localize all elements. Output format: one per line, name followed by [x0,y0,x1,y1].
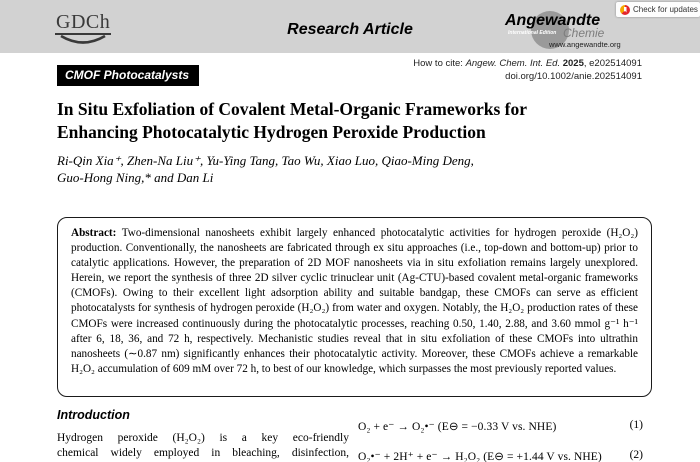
citation-block [413,57,642,83]
author-line1: Ri-Qin Xia⁺, Zhen-Na Liu⁺, Yu-Ying Tang, Tao Wu, Xiao Luo, Qiao-Ming Deng, [57,153,474,168]
cite-year: 2025 [560,58,584,69]
equation-2 [358,449,643,462]
equation-block [358,419,643,462]
crossmark-icon [620,5,630,15]
header-band [0,0,700,53]
abstract-label: Abstract: [71,227,117,239]
citation-line [413,57,642,70]
introduction-line2: chemical widely employed in bleaching, disinfection, [57,447,349,459]
check-for-updates-label: Check for updates [633,5,698,14]
abstract-box [57,217,652,397]
equation-1-number: (1) [629,419,643,431]
equation-2-number: (2) [629,449,643,461]
introduction-line1: Hydrogen peroxide (H₂O₂) is a key eco-friendly [57,432,349,444]
author-list [57,152,657,186]
topic-badge: CMOF Photocatalysts [57,65,199,86]
check-for-updates-button[interactable] [616,2,700,17]
cite-journal: Angew. Chem. Int. Ed. [465,58,561,69]
paper-title [57,98,667,144]
abstract-text: Two-dimensional nanosheets exhibit largely enhanced photocatalytic activities for hydrogen peroxide (H₂O₂) production. Conventionally, the nanosheets are fabricated through ex situ approaches (i.e., top-down and bottom-up) prior to catalytic applications. However, the preparation of 2D MOF nanosheets via in situ exfoliation remains largely unexplored. Herein, we report the synthesis of three 2D silver cyclic trinuclear unit (Ag-CTU)-based covalent metal-organic frameworks (CMOFs). Owing to their excellent light adsorption ability and suitable bandgap, these CMOFs can serve as efficient photocatalysts for synthesis of hydrogen peroxide (H₂O₂) from water and oxygen. Notably, the H₂O₂ production rates of these CMOFs were increased continuously during the photocatalytic processes, reaching 0.50, 1.40, 2.88, and 3.60 mmol g⁻¹ h⁻¹ after 6, 18, 36, and 72 h, respectively. Mechanistic studies reveal that in situ exfoliation of these CMOFs into ultrathin nanosheets (∼0.87 nm) significantly enhances their photocatalytic activity. Moreover, these CMOFs achieve a remarkable H₂O₂ accumulation of 609 mM over 72 h, to best of our knowledge, which surpasses the most previously reported values. [71,227,638,375]
equation-1 [358,419,643,433]
angewandte-intl-edition: International Edition [508,30,557,36]
article-type-label: Research Article [287,21,413,38]
author-line2: Guo-Hong Ning,* and Dan Li [57,170,214,185]
equation-2-body: O₂•⁻ + 2H⁺ + e⁻ → H₂O₂ (E⊖ = +1.44 V vs. NHE) [358,451,602,462]
angewandte-logo [505,12,665,52]
paper-title-line2: Enhancing Photocatalytic Hydrogen Peroxide Production [57,122,486,142]
introduction-paragraph [57,431,349,461]
gdch-logo-text: GDCh [56,11,111,33]
cite-prefix: How to cite: [413,58,466,69]
angewandte-name: Angewandte [505,12,601,29]
doi-link[interactable]: doi.org/10.1002/anie.202514091 [505,71,642,82]
cite-article-number: , e202514091 [583,58,642,69]
angewandte-url[interactable]: www.angewandte.org [549,40,621,49]
equation-1-body: O₂ + e⁻ → O₂•⁻ (E⊖ = −0.33 V vs. NHE) [358,421,557,433]
angewandte-chemie: Chemie [563,26,605,40]
paper-title-line1: In Situ Exfoliation of Covalent Metal-Organic Frameworks for [57,99,528,119]
introduction-heading: Introduction [57,408,130,422]
